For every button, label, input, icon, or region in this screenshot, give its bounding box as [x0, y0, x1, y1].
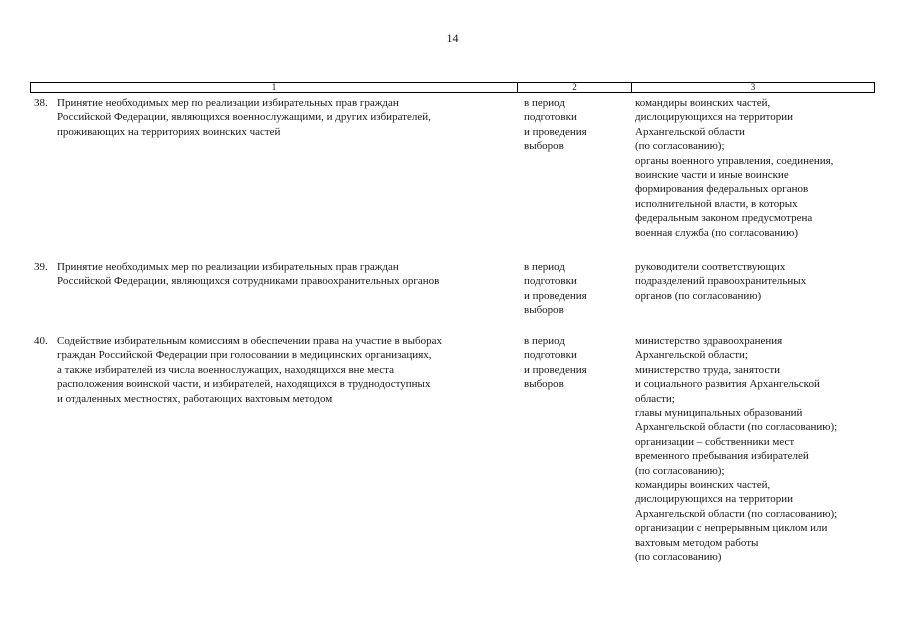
row-description: Содействие избирательным комиссиям в обеспечении права на участие в выборах граждан Российской Федерации при голосовании в медицинских организациях, а также избирателей из числа военнослужащих, находящихся вне места расположения воинской части, и избирателей, находящихся в труднодоступных и отдаленных местностях, работающих вахтовым методом [57, 335, 442, 405]
column-header-3: 3 [750, 82, 756, 92]
column-header-2: 2 [518, 83, 632, 92]
row-number: 40. [34, 335, 48, 347]
table-column-header-row [30, 82, 875, 93]
row-responsible: командиры воинских частей, дислоцирующихся на территории Архангельской области (по согласованию); органы военного управления, соединения, воинские части и иные воинские формирования федеральных органов исполнительной власти, в которых федеральным законом предусмотрена военная служба (по согласованию) [635, 97, 834, 239]
row-description: Принятие необходимых мер по реализации избирательных прав граждан Российской Федерации, являющихся сотрудниками правоохранительных органов [57, 261, 440, 288]
row-period: в период подготовки и проведения выборов [524, 335, 587, 391]
row-number: 39. [34, 261, 48, 273]
row-responsible: руководители соответствующих подразделений правоохранительных органов (по согласованию) [635, 261, 807, 302]
row-period: в период подготовки и проведения выборов [524, 261, 587, 317]
row-description: Принятие необходимых мер по реализации избирательных прав граждан Российской Федерации, являющихся военнослужащими, и других избирателей, проживающих на территориях воинских частей [57, 97, 431, 138]
column-header-1: 1 [31, 83, 518, 92]
row-number: 38. [34, 97, 48, 109]
row-responsible: министерство здравоохранения Архангельской области; министерство труда, занятости и социального развития Архангельской области; главы муниципальных образований Архангельской области (по согласованию); организации – собственники мест временного пребывания избирателей (по согласованию); командиры воинских частей, дислоцирующихся на территории Архангельской области (по согласованию); организации с непрерывным циклом или вахтовым методом работы (по согласованию) [635, 335, 838, 564]
row-period: в период подготовки и проведения выборов [524, 97, 587, 153]
page-number: 14 [446, 31, 459, 45]
